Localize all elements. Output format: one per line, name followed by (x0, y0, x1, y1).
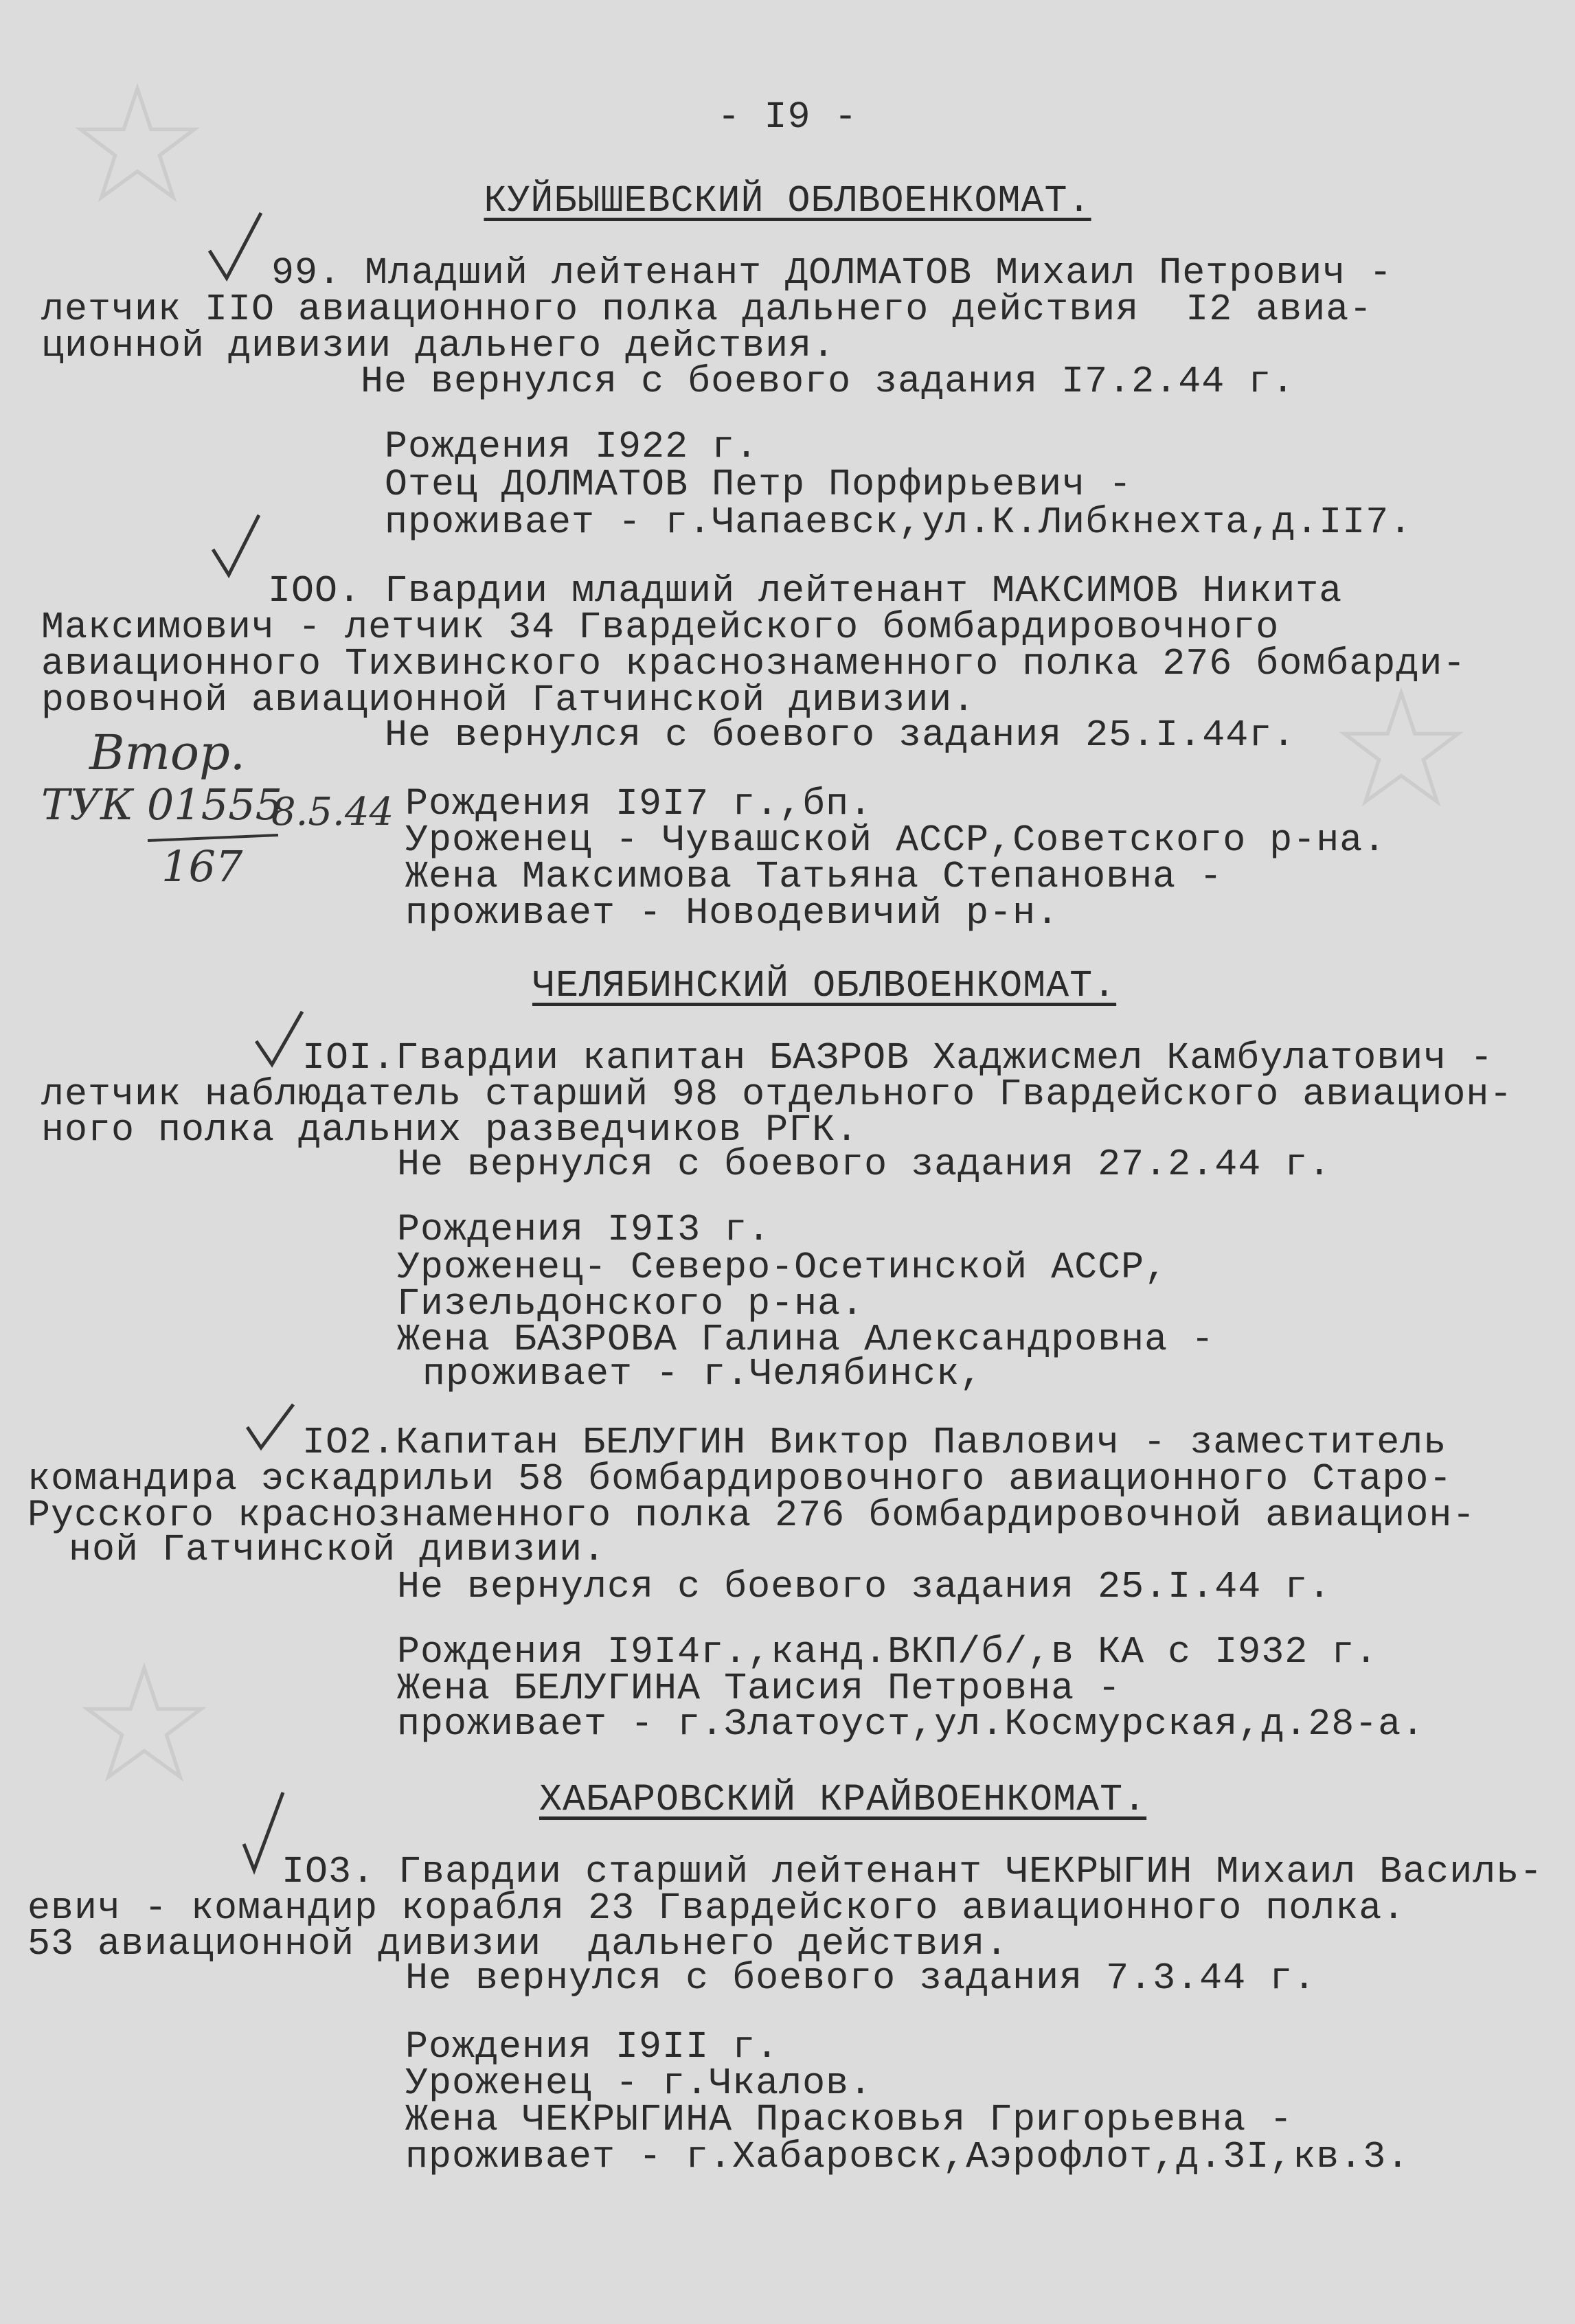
detail-line: Уроженец - Чувашской АССР,Советского р-на. (405, 819, 1387, 862)
entry-line: Не вернулся с боевого задания 27.2.44 г. (397, 1143, 1332, 1186)
entry-line: Не вернулся с боевого задания 7.3.44 г. (405, 1957, 1317, 2000)
section-heading: ЧЕЛЯБИНСКИЙ ОБЛВОЕНКОМАТ. (532, 964, 1117, 1007)
entry-line: летчик IIO авиационного полка дальнего действия I2 авиа- (41, 288, 1373, 331)
checkmark-icon (244, 1401, 299, 1452)
watermark-star-icon (82, 1662, 206, 1786)
entry-line: ровочной авиационной Гатчинской дивизии. (41, 679, 976, 722)
entry-line: 99. Младший лейтенант ДОЛМАТОВ Михаил Петрович - (271, 251, 1393, 295)
detail-line: Отец ДОЛМАТОВ Петр Порфирьевич - (385, 463, 1133, 506)
entry-line: IO2.Капитан БЕЛУГИН Виктор Павлович - заместитель (302, 1421, 1447, 1464)
watermark-star-icon (1339, 687, 1463, 810)
entry-line: Русского краснознаменного полка 276 бомбардировочной авиацион- (27, 1494, 1476, 1537)
entry-line: ной Гатчинской дивизии. (69, 1528, 607, 1571)
handwritten-note: ТУК 01555 (41, 779, 283, 830)
detail-line: Гизельдонского р-на. (397, 1282, 865, 1325)
detail-line: Жена Максимова Татьяна Степановна - (405, 855, 1223, 898)
detail-line: Жена ЧЕКРЫГИНА Прасковья Григорьевна - (405, 2098, 1293, 2141)
entry-line: ного полка дальних разведчиков РГК. (41, 1108, 859, 1152)
detail-line: Жена БАЗРОВА Галина Александровна - (397, 1318, 1215, 1361)
entry-line: ционной дивизии дальнего действия. (41, 324, 836, 367)
detail-line: Уроженец - г.Чкалов. (405, 2062, 873, 2105)
detail-line: проживает - г.Хабаровск,Аэрофлот,д.3I,кв.3. (405, 2135, 1410, 2178)
entry-line: 53 авиационной дивизии дальнего действия. (27, 1922, 1009, 1966)
page-number: - I9 - (717, 95, 858, 139)
handwritten-note: 8.5.44 (271, 790, 394, 834)
entry-line: Не вернулся с боевого задания I7.2.44 г. (361, 360, 1295, 403)
entry-line: IO3. Гвардии старший лейтенант ЧЕКРЫГИН Михаил Василь- (282, 1850, 1543, 1893)
detail-line: Уроженец- Северо-Осетинской АССР, (397, 1246, 1168, 1289)
detail-line: проживает - Новодевичий р-н. (405, 891, 1060, 935)
detail-line: Жена БЕЛУГИНА Таисия Петровна - (397, 1667, 1122, 1710)
detail-line: проживает - г.Златоуст,ул.Космурская,д.28-а. (397, 1702, 1425, 1746)
handwritten-note: Втор. (89, 725, 246, 781)
checkmark-icon (209, 512, 264, 580)
checkmark-icon (253, 1008, 308, 1070)
entry-line: IOI.Гвардии капитан БАЗРОВ Хаджисмел Камбулатович - (302, 1036, 1494, 1080)
entry-line: авиационного Тихвинского краснознаменного полка 276 бомбарди- (41, 642, 1466, 685)
section-heading: ХАБАРОВСКИЙ КРАЙВОЕНКОМАТ. (539, 1778, 1147, 1821)
detail-line: проживает - г.Чапаевск,ул.К.Либкнехта,д.II7. (385, 501, 1413, 544)
detail-line: проживает - г.Челябинск, (422, 1352, 984, 1395)
detail-line: Рождения I9I7 г.,бп. (405, 782, 873, 825)
checkmark-icon (206, 209, 268, 285)
detail-line: Рождения I922 г. (385, 425, 759, 468)
entry-line: Не вернулся с боевого задания 25.I.44 г. (397, 1565, 1332, 1608)
detail-line: Рождения I9I4г.,канд.ВКП/б/,в КА с I932 г. (397, 1630, 1379, 1674)
section-heading: КУЙБЫШЕВСКИЙ ОБЛВОЕНКОМАТ. (484, 179, 1091, 223)
handwritten-note: 167 (161, 841, 243, 891)
entry-line: IOO. Гвардии младший лейтенант МАКСИМОВ Никита (268, 569, 1343, 613)
entry-line: Максимович - летчик 34 Гвардейского бомбардировочного (41, 606, 1280, 649)
entry-line: командира эскадрильи 58 бомбардировочного авиационного Старо- (27, 1457, 1453, 1501)
detail-line: Рождения I9I3 г. (397, 1208, 771, 1251)
entry-line: евич - командир корабля 23 Гвардейского авиационного полка. (27, 1887, 1406, 1930)
entry-line: летчик наблюдатель старший 98 отдельного Гвардейского авиацион- (41, 1073, 1513, 1116)
entry-line: Не вернулся с боевого задания 25.I.44г. (385, 714, 1296, 757)
detail-line: Рождения I9II г. (405, 2025, 780, 2069)
